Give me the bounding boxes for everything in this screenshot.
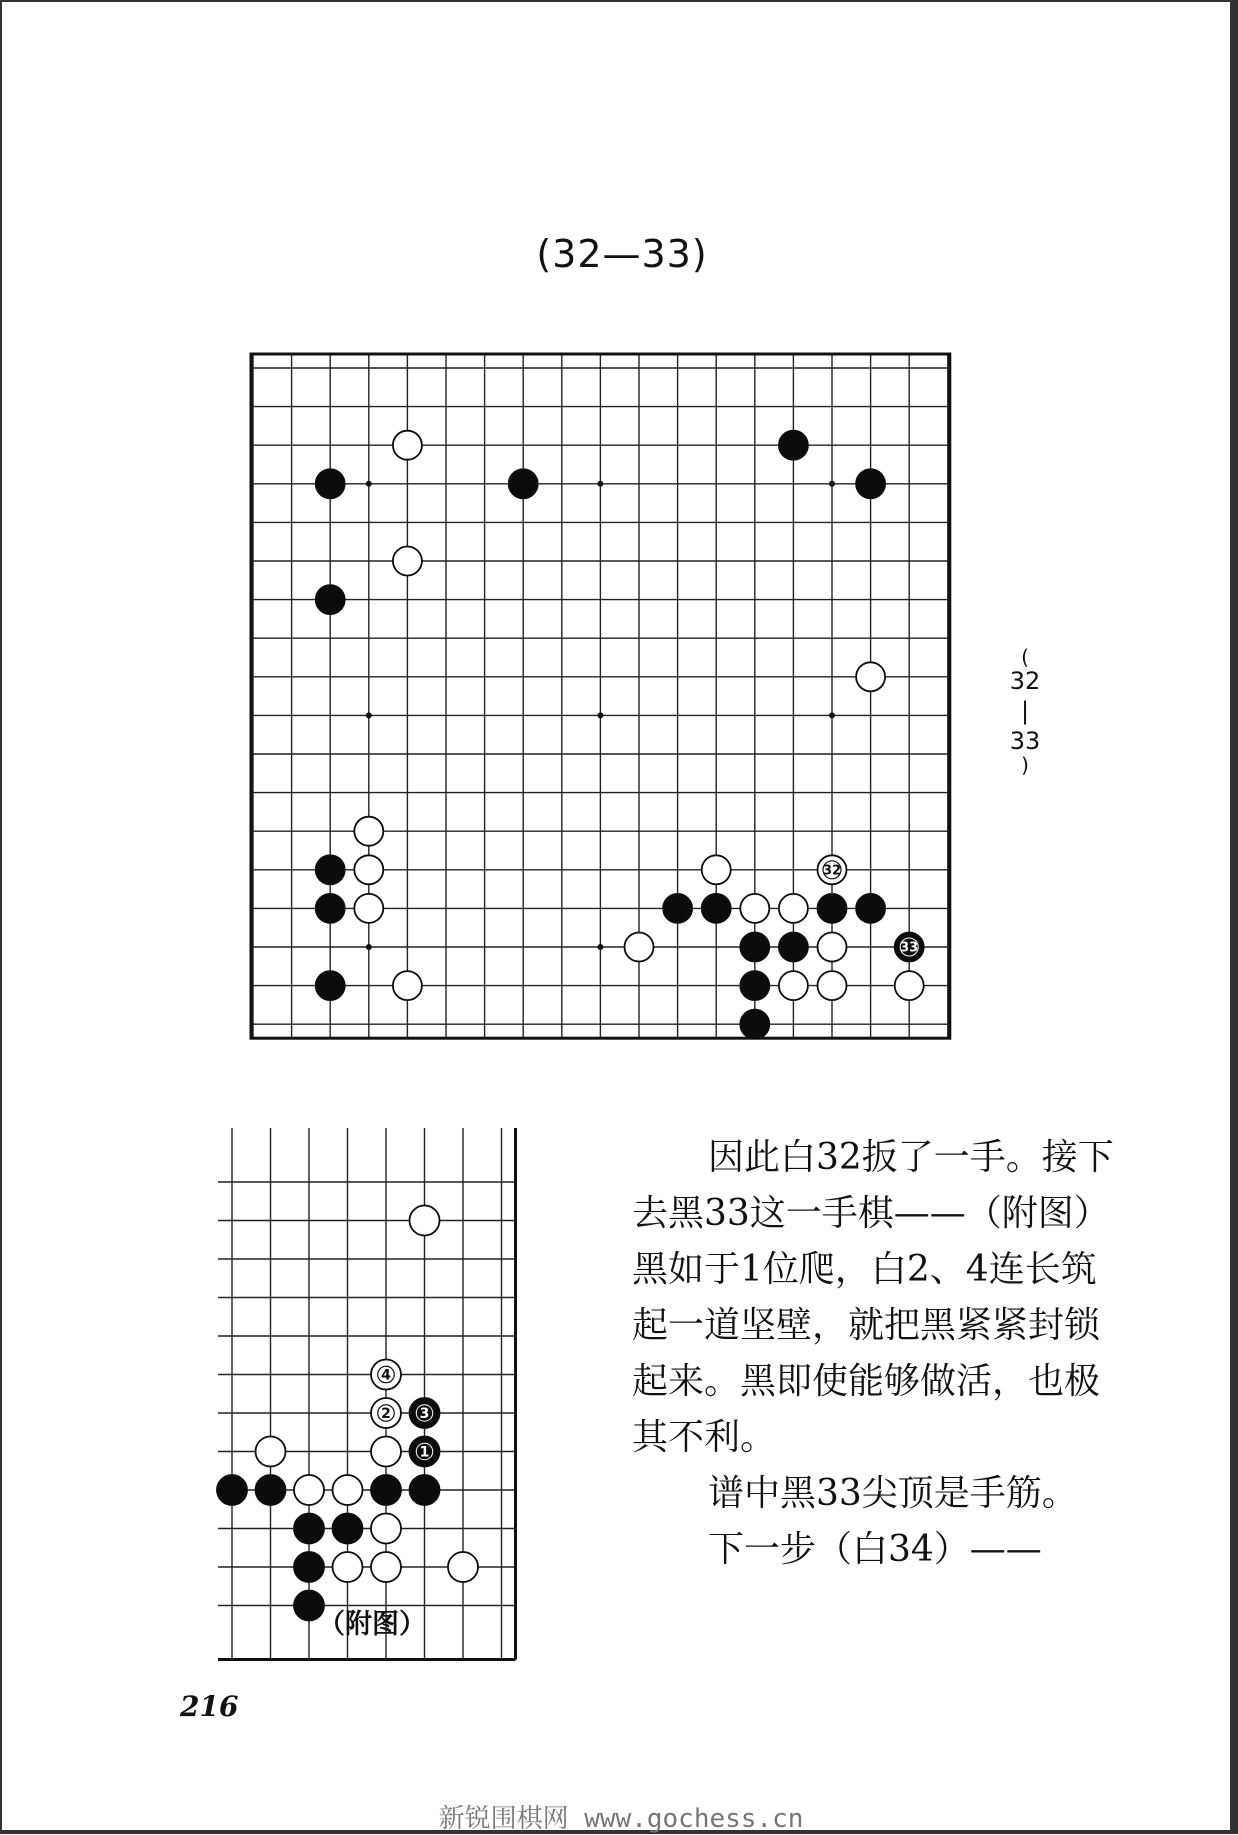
move-number: 2	[381, 1406, 391, 1423]
white-stone	[895, 971, 924, 1000]
black-stone	[256, 1475, 286, 1505]
move-number: 1	[419, 1444, 430, 1461]
white-stone	[333, 1475, 363, 1505]
commentary-paragraph: 谱中黑33尖顶是手筋。	[708, 1473, 1078, 1514]
star-point	[366, 944, 372, 950]
move-number: 3	[419, 1406, 430, 1423]
white-stone	[702, 855, 731, 884]
black-stone	[294, 1552, 324, 1582]
black-stone	[316, 469, 345, 498]
commentary-paragraph: 下一步（白34）——	[708, 1529, 1042, 1570]
side-label-end: 33	[1009, 727, 1041, 755]
black-stone	[740, 1010, 769, 1039]
black-stone	[663, 894, 692, 923]
figure-caption: （附图）	[318, 1609, 426, 1640]
black-stone	[856, 469, 885, 498]
black-stone	[410, 1475, 440, 1505]
black-stone	[294, 1514, 324, 1544]
site-watermark: 新锐围棋网 www.gochess.cn	[438, 1804, 804, 1834]
black-stone	[316, 971, 345, 1000]
white-stone	[393, 971, 422, 1000]
black-stone	[702, 894, 731, 923]
black-stone	[316, 894, 345, 923]
white-stone	[410, 1206, 440, 1236]
white-stone	[625, 933, 654, 962]
commentary-text	[632, 1130, 1132, 1578]
white-stone	[294, 1475, 324, 1505]
white-stone	[354, 894, 383, 923]
white-stone	[333, 1552, 363, 1582]
side-label-dash: |	[1020, 697, 1030, 725]
star-point	[597, 712, 603, 718]
star-point	[829, 712, 835, 718]
page-number: 216	[180, 1690, 239, 1723]
black-stone	[740, 971, 769, 1000]
white-stone	[856, 662, 885, 691]
white-stone	[448, 1552, 478, 1582]
side-label-close-paren: )	[1021, 753, 1029, 777]
white-stone	[779, 971, 808, 1000]
page-title: (32—33)	[536, 232, 708, 276]
white-stone	[354, 817, 383, 846]
black-stone	[779, 933, 808, 962]
white-stone	[818, 971, 847, 1000]
move-number: 32	[822, 863, 842, 879]
side-label-start: 32	[1009, 667, 1041, 695]
white-stone	[371, 1552, 401, 1582]
main-go-board	[248, 354, 956, 1050]
black-stone	[856, 894, 885, 923]
commentary-paragraph: 因此白32扳了一手。接下去黑33这一手棋——（附图）黑如于1位爬，白2、4连长筑起一道坚壁，就把黑紧紧封锁起来。黑即使能够做活，也极其不利。	[632, 1137, 1114, 1458]
white-stone	[354, 855, 383, 884]
move-number: 4	[381, 1367, 391, 1384]
side-label-open-paren: (	[1021, 645, 1029, 669]
white-stone	[393, 547, 422, 576]
white-stone	[818, 933, 847, 962]
black-stone	[779, 431, 808, 460]
star-point	[366, 712, 372, 718]
white-stone	[779, 894, 808, 923]
star-point	[597, 944, 603, 950]
star-point	[597, 481, 603, 487]
white-stone	[371, 1514, 401, 1544]
black-stone	[740, 933, 769, 962]
black-stone	[818, 894, 847, 923]
black-stone	[316, 855, 345, 884]
white-stone	[256, 1437, 286, 1467]
star-point	[829, 481, 835, 487]
star-point	[366, 481, 372, 487]
side-move-label	[1007, 645, 1043, 777]
reference-go-diagram	[212, 1128, 522, 1578]
black-stone	[371, 1475, 401, 1505]
white-stone	[740, 894, 769, 923]
white-stone	[371, 1437, 401, 1467]
black-stone	[509, 469, 538, 498]
move-number: 33	[900, 940, 919, 956]
black-stone	[316, 585, 345, 614]
black-stone	[333, 1514, 363, 1544]
black-stone	[217, 1475, 247, 1505]
white-stone	[393, 431, 422, 460]
